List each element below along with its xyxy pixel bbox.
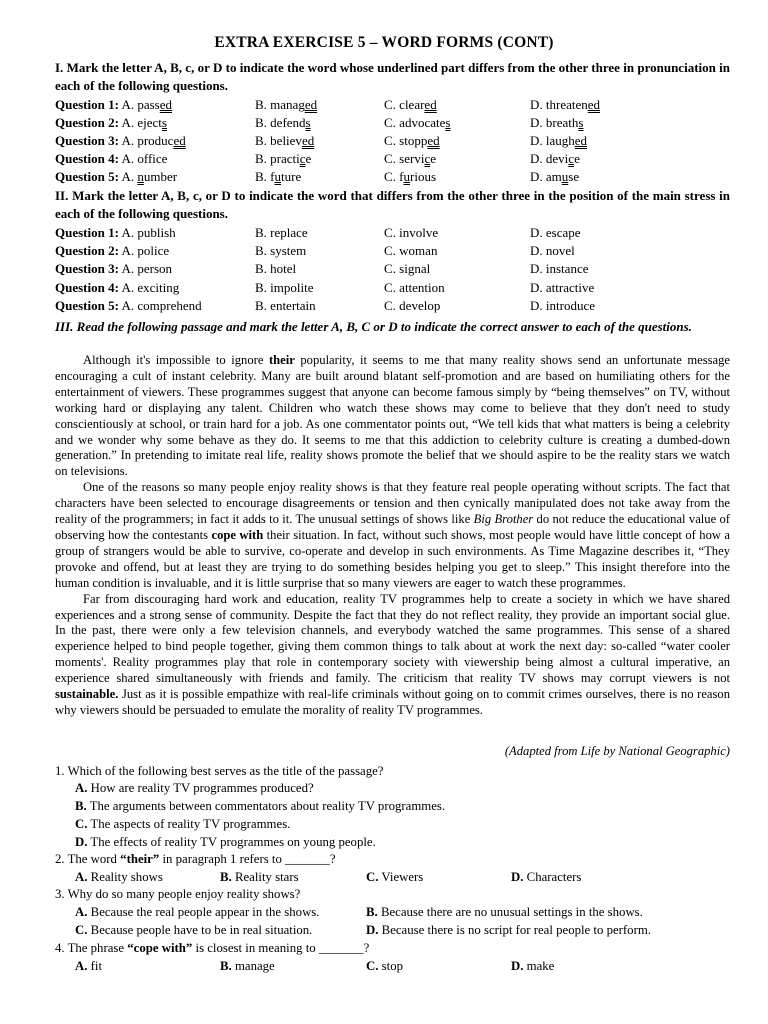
- q3-option-a: A. Because the real people appear in the shows.: [75, 905, 320, 919]
- q4-option-b: B. manage: [220, 959, 275, 973]
- s2-question-4: Question 4: A. exciting B. impolite C. attention D. attractive: [55, 280, 595, 295]
- q2-option-b: B. Reality stars: [220, 870, 299, 884]
- s1-question-3: Question 3: A. produced B. believed C. stopped D. laughed: [55, 133, 588, 148]
- s1-question-1: Question 1: A. passed B. managed C. cleared D. threatened: [55, 97, 601, 112]
- q4-stem: 4. The phrase “cope with” is closest in meaning to _______?: [55, 941, 370, 955]
- q3-option-c: C. Because people have to be in real situation.: [75, 923, 313, 937]
- q4-option-a: A. fit: [75, 959, 103, 973]
- s2-question-1: Question 1: A. publish B. replace C. involve D. escape: [55, 225, 581, 240]
- s1-question-4: Question 4: A. office B. practice C. service D. device: [55, 151, 580, 166]
- q1-option-d: D. The effects of reality TV programmes on young people.: [75, 835, 376, 849]
- reading-passage: [55, 353, 730, 719]
- page-title: EXTRA EXERCISE 5 – WORD FORMS (CONT): [214, 34, 554, 51]
- q1-option-c: C. The aspects of reality TV programmes.: [75, 817, 291, 831]
- paragraph-1: Although it's impossible to ignore their popularity, it seems to me that many reality shows send an unfortunate message encouraging a cult of instant celebrity. Many are built around blatant self-promotion and are based on humiliating others for the entertainment of viewers. These programmes suggest that anyone can become famous simply by “being themselves” on TV, without working hard or displaying any talent. Children who watch these shows may come to believe that they don't need to study conscientiously at school, or train hard for a job. As one commentator points out, “We tell kids that what matters is being a celebrity and we wonder why some behave as they do. It seems to me that this addiction to celebrity culture is creating a dumbed-down generation.” In pretending to imitate real life, reality shows promote the belief that we should aspire to be the reality stars we watch on televisions.: [55, 353, 731, 479]
- section1-instruction: I. Mark the letter A, B, c, or D to indicate the word whose underlined part differs from the other three in pronunciation in each of the following questions.: [55, 60, 730, 93]
- paragraph-3: Far from discouraging hard work and education, reality TV programmes help to create a society in which we have shared experiences and a strong sense of community. Despite the fact that they do not reflect reality, they provide an important social glue. In the past, there were only a few television channels, and everybody watched the same programmes. This sense of a shared experience helped to bind people together, giving them common things to talk about at work the next day: so-called “water cooler moments'. Reality programmes play that role in contemporary society with viewership being almost a cultural imperative, an experience shared simultaneously with friends and family. The criticism that reality TV shows may corrupt viewers is not sustainable. Just as it is possible empathize with real-life criminals without going on to commit crimes ourselves, there is no reason why viewers should be persuaded to emulate the morality of reality TV programmes.: [55, 591, 730, 717]
- q3-option-b: B. Because there are no unusual settings in the shows.: [366, 905, 643, 919]
- s2-question-5: Question 5: A. comprehend B. entertain C. develop D. introduce: [55, 298, 595, 313]
- paragraph-2: One of the reasons so many people enjoy reality shows is that they feature real people operating without scripts. The fact that characters have been selected to encourage disagreements or tension and then cynically manipulated does not take away from the reality of the programmers; in fact it adds to it. The unusual settings of shows like Big Brother do not reduce the educational value of observing how the contestants cope with their situation. In fact, without such shows, most people would have little concept of how a group of strangers would be able to survive, co-operate and develop in such environments. As Time Magazine describes it, “They provoke and offend, but at least they are trying to do something besides helping you get to sleep.” This insight therefore into the human condition is invaluable, and it is little surprise that so many viewers are eager to watch these programmes.: [55, 480, 731, 590]
- q2-stem: 2. The word “their” in paragraph 1 refers to _______?: [55, 852, 336, 866]
- section2-instruction: II. Mark the letter A, B, c, or D to indicate the word that differs from the other three in the position of the main stress in each of the following questions.: [55, 188, 730, 221]
- section3-instruction: III. Read the following passage and mark the letter A, B, C or D to indicate the correct answer to each of the questions.: [55, 319, 692, 334]
- q1-option-a: A. How are reality TV programmes produced?: [75, 781, 314, 795]
- q3-stem: 3. Why do so many people enjoy reality shows?: [55, 887, 301, 901]
- q1-stem: 1. Which of the following best serves as the title of the passage?: [55, 764, 384, 778]
- q4-option-c: C. stop: [366, 959, 403, 973]
- q2-option-d: D. Characters: [511, 870, 582, 884]
- q4-option-d: D. make: [511, 959, 555, 973]
- q2-option-c: C. Viewers: [366, 870, 424, 884]
- source-citation: (Adapted from Life by National Geographic): [504, 744, 730, 758]
- s1-question-2: Question 2: A. ejects B. defends C. advocates D. breaths: [55, 115, 584, 130]
- s2-question-2: Question 2: A. police B. system C. woman D. novel: [55, 243, 575, 258]
- s2-question-3: Question 3: A. person B. hotel C. signal D. instance: [55, 261, 589, 276]
- q2-option-a: A. Reality shows: [75, 870, 163, 884]
- s1-question-5: Question 5: A. number B. future C. furious D. amuse: [55, 169, 580, 184]
- q3-option-d: D. Because there is no script for real people to perform.: [366, 923, 651, 937]
- q1-option-b: B. The arguments between commentators about reality TV programmes.: [75, 799, 446, 813]
